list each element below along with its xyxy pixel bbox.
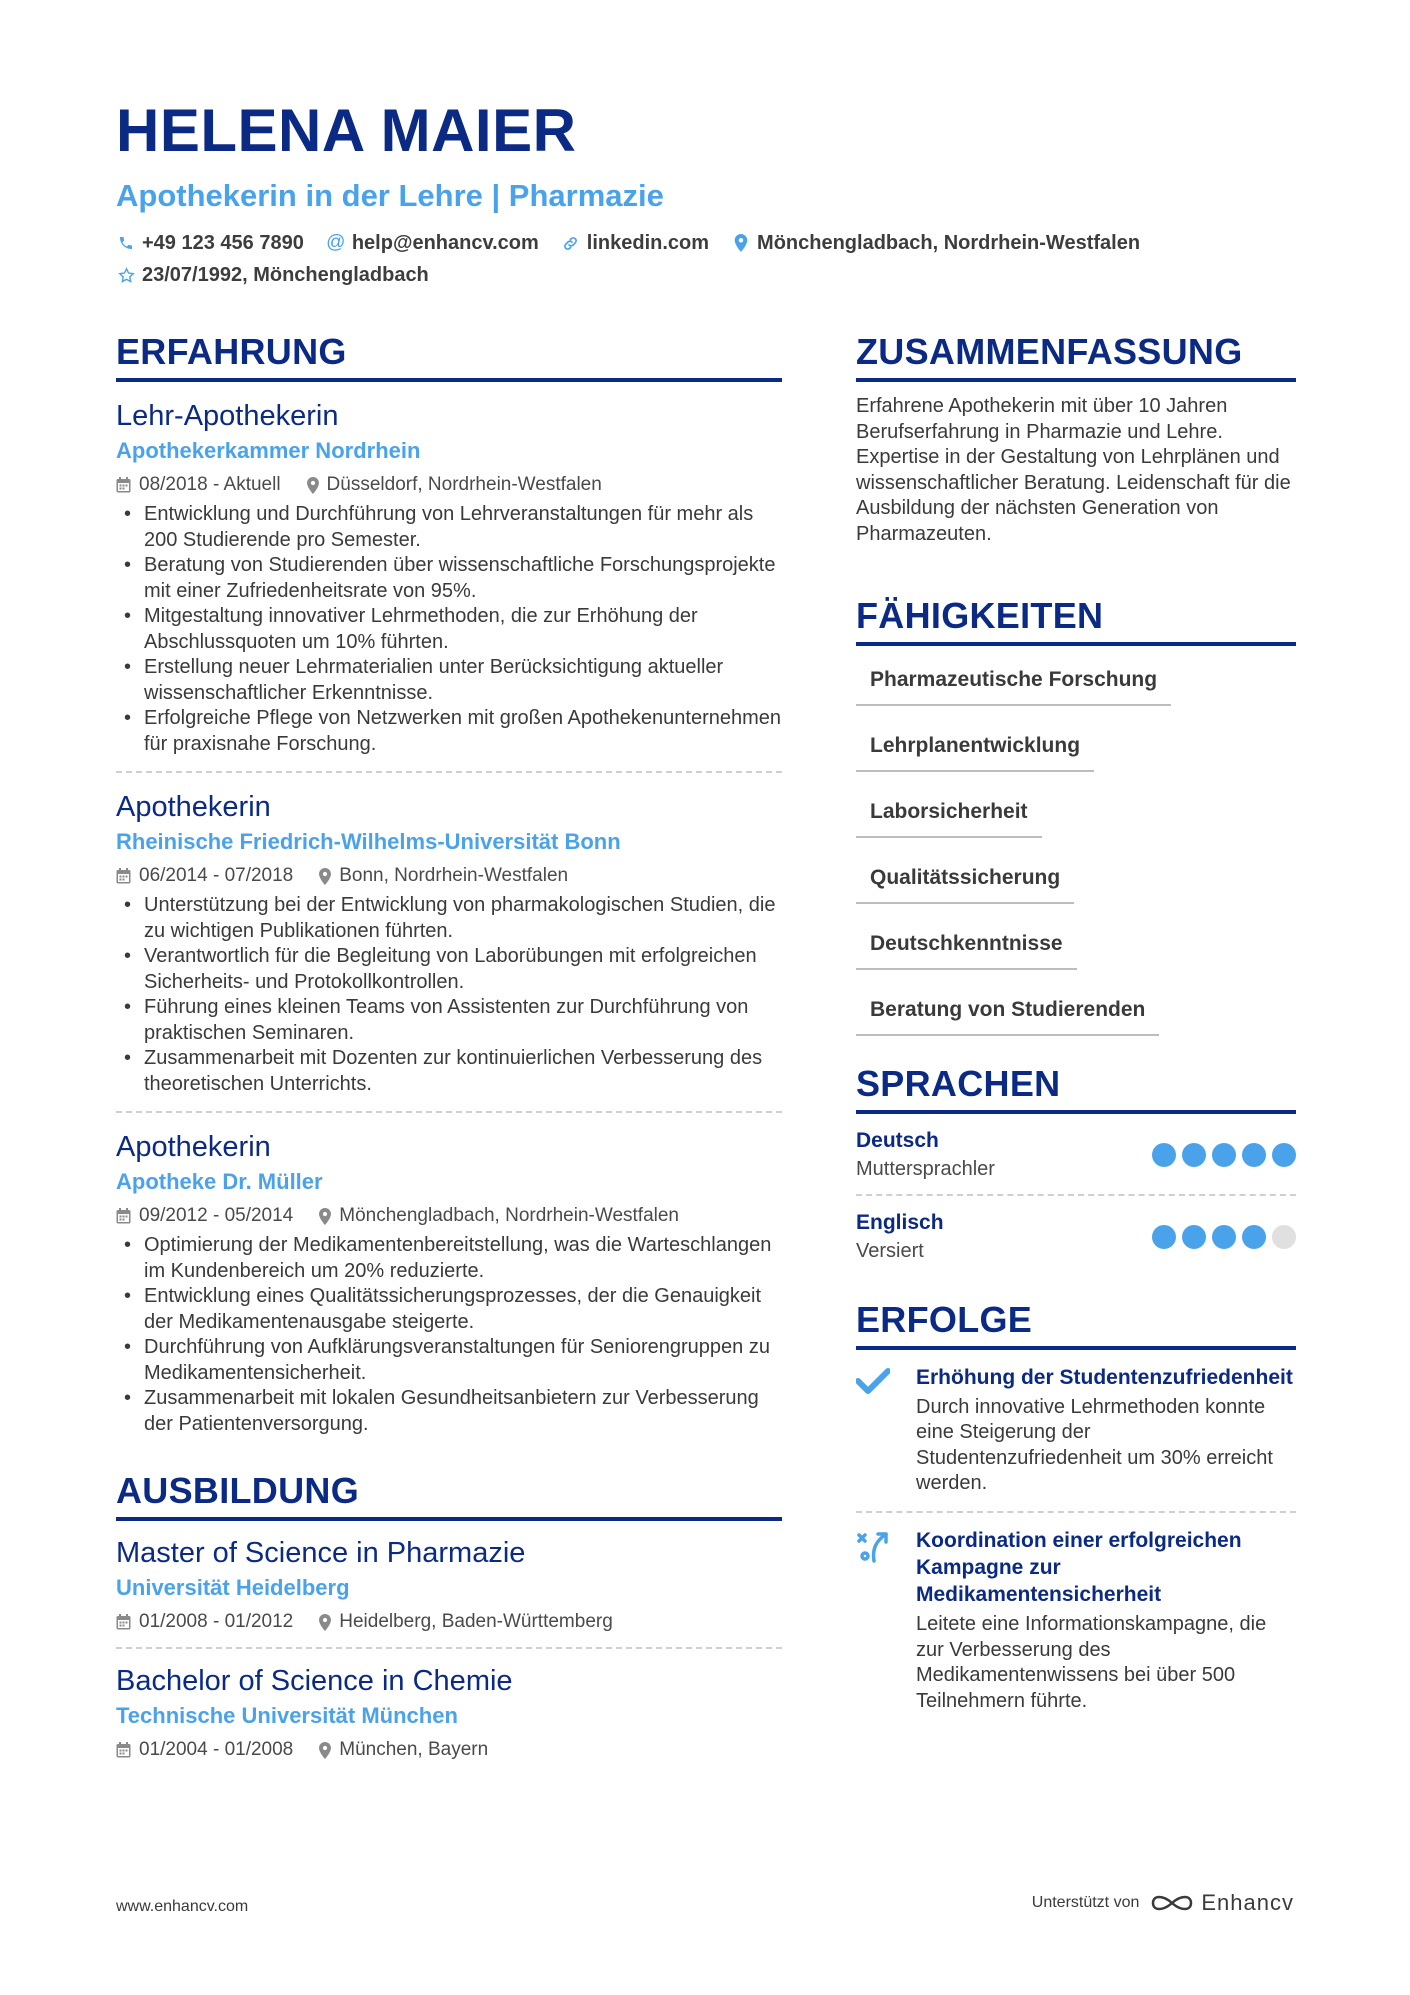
bullet-item: • Führung eines kleinen Teams von Assistenten zur Durchführung von praktischen Seminaren. (116, 995, 782, 1046)
languages-heading: SPRACHEN (856, 1062, 1296, 1114)
experience-entry (116, 382, 782, 771)
contact-email-text: help@enhancv.com (351, 232, 539, 254)
rating-dot-filled (1212, 1143, 1236, 1167)
entry-location (319, 1737, 488, 1763)
entry-location-text: Bonn, Nordrhein-Westfalen (339, 865, 569, 886)
achievement-description: Durch innovative Lehrmethoden konnte eine Steigerung der Studentenzufriedenheit um 30% erreicht werden. (916, 1395, 1273, 1495)
enhancv-logo-icon (1149, 1890, 1195, 1916)
languages-section (856, 1062, 1296, 1276)
experience-entry (116, 1111, 782, 1451)
skill-tag: Beratung von Studierenden (856, 990, 1159, 1036)
education-heading: AUSBILDUNG (116, 1469, 782, 1521)
achievements-heading: ERFOLGE (856, 1298, 1296, 1350)
contact-phone[interactable] (116, 230, 304, 256)
education-entry (116, 1647, 782, 1775)
company-name: Apotheke Dr. Müller (116, 1169, 323, 1194)
education-section (116, 1469, 782, 1775)
footer-website[interactable]: www.enhancv.com (116, 1898, 249, 1915)
entry-dates-text: 09/2012 - 05/2014 (139, 1205, 294, 1226)
calendar-icon (116, 1742, 131, 1758)
achievements-section (856, 1298, 1296, 1729)
achievement-bullets (116, 1233, 782, 1437)
experience-section (116, 330, 782, 1451)
degree-title: Bachelor of Science in Chemie (116, 1665, 513, 1697)
entry-location (319, 863, 568, 889)
rating-dot-filled (1242, 1225, 1266, 1249)
bullet-item: • Entwicklung und Durchführung von Lehrveranstaltungen für mehr als 200 Studierende pro Semester. (116, 502, 782, 553)
experience-entry (116, 771, 782, 1111)
summary-section (856, 330, 1296, 548)
experience-heading: ERFAHRUNG (116, 330, 782, 382)
job-title: Lehr-Apothekerin (116, 400, 339, 432)
bullet-item: • Entwicklung eines Qualitätssicherungsprozesses, der die Genauigkeit der Medikamentenausgabe steigerte. (116, 1284, 782, 1335)
skills-section (856, 594, 1296, 1036)
strategy-icon (856, 1527, 916, 1714)
entry-location-text: München, Bayern (339, 1739, 489, 1760)
entry-meta (116, 1203, 782, 1229)
skill-tag: Qualitätssicherung (856, 858, 1074, 904)
rating-dot-filled (1272, 1143, 1296, 1167)
contact-list (116, 230, 1296, 288)
skills-heading: FÄHIGKEITEN (856, 594, 1296, 646)
entry-meta (116, 1737, 782, 1763)
entry-location (319, 1609, 613, 1635)
contact-linkedin[interactable] (561, 230, 709, 256)
at-icon: @ (326, 232, 346, 253)
powered-by-text: Unterstützt von (1031, 1894, 1140, 1911)
bullet-item: • Zusammenarbeit mit lokalen Gesundheitsanbietern zur Verbesserung der Patientenversorgung. (116, 1386, 782, 1437)
footer-branding (1032, 1890, 1294, 1916)
school-name: Universität Heidelberg (116, 1575, 350, 1600)
company-name: Apothekerkammer Nordrhein (116, 438, 421, 463)
rating-dot-filled (1182, 1143, 1206, 1167)
bullet-item: • Verantwortlich für die Begleitung von Laborübungen mit erfolgreichen Sicherheits- und Protokollkontrollen. (116, 944, 782, 995)
language-item (856, 1114, 1296, 1194)
bullet-item: • Erstellung neuer Lehrmaterialien unter Berücksichtigung aktueller wissenschaftlicher Erkenntnisse. (116, 655, 782, 706)
bullet-item: • Beratung von Studierenden über wissenschaftliche Forschungsprojekte mit einer Zufriedenheitsrate von 95%. (116, 553, 782, 604)
contact-birth-text: 23/07/1992, Mönchengladbach (142, 264, 429, 286)
school-name: Technische Universität München (116, 1703, 458, 1728)
achievement-item (856, 1511, 1296, 1728)
left-column (116, 330, 782, 1775)
contact-birth (116, 262, 429, 288)
company-name: Rheinische Friedrich-Wilhelms-Universität Bonn (116, 829, 621, 854)
bullet-item: • Unterstützung bei der Entwicklung von pharmakologischen Studien, die zu wichtigen Publikationen führten. (116, 893, 782, 944)
achievement-title: Erhöhung der Studentenzufriedenheit (916, 1365, 1293, 1389)
calendar-icon (116, 1614, 131, 1630)
location-pin-icon (731, 233, 751, 253)
language-name: Deutsch (856, 1128, 939, 1152)
entry-meta (116, 1609, 782, 1635)
calendar-icon (116, 477, 131, 493)
language-level: Versiert (856, 1239, 924, 1262)
achievement-title: Koordination einer erfolgreichen Kampagne zur Medikamentensicherheit (916, 1528, 1242, 1606)
skill-tag: Deutschkenntnisse (856, 924, 1077, 970)
entry-location-text: Düsseldorf, Nordrhein-Westfalen (326, 474, 602, 495)
entry-location-text: Heidelberg, Baden-Württemberg (339, 1611, 613, 1632)
rating-dot-empty (1272, 1225, 1296, 1249)
job-title: Apothekerin (116, 1131, 271, 1163)
entry-dates (116, 1609, 293, 1635)
language-name: Englisch (856, 1210, 944, 1234)
entry-meta (116, 472, 782, 498)
entry-location-text: Mönchengladbach, Nordrhein-Westfalen (339, 1205, 679, 1226)
contact-location-text: Mönchengladbach, Nordrhein-Westfalen (757, 232, 1141, 254)
rating-dot-filled (1182, 1225, 1206, 1249)
entry-dates (116, 472, 281, 498)
rating-dot-filled (1242, 1143, 1266, 1167)
resume-header (116, 96, 1296, 288)
achievement-bullets (116, 502, 782, 757)
skills-list (856, 660, 1296, 1036)
location-pin-icon (319, 1208, 331, 1225)
achievement-item (856, 1350, 1296, 1511)
rating-dot-filled (1152, 1143, 1176, 1167)
location-pin-icon (319, 868, 331, 885)
bullet-item: • Mitgestaltung innovativer Lehrmethoden, die zur Erhöhung der Abschlussquoten um 10% führten. (116, 604, 782, 655)
location-pin-icon (307, 477, 319, 494)
language-rating (1152, 1143, 1296, 1167)
rating-dot-filled (1212, 1225, 1236, 1249)
contact-phone-text: +49 123 456 7890 (142, 232, 304, 254)
degree-title: Master of Science in Pharmazie (116, 1537, 526, 1569)
education-entry (116, 1521, 782, 1647)
brand-name: Enhancv (1201, 1890, 1294, 1915)
contact-linkedin-text: linkedin.com (586, 232, 710, 254)
entry-dates-text: 08/2018 - Aktuell (139, 474, 281, 495)
entry-meta (116, 863, 782, 889)
rating-dot-filled (1152, 1225, 1176, 1249)
check-icon (856, 1364, 916, 1497)
skill-tag: Pharmazeutische Forschung (856, 660, 1171, 706)
bullet-item: • Durchführung von Aufklärungsveranstaltungen für Seniorengruppen zu Medikamentensicherheit. (116, 1335, 782, 1386)
location-pin-icon (319, 1614, 331, 1631)
bullet-item: • Zusammenarbeit mit Dozenten zur kontinuierlichen Verbesserung des theoretischen Unterrichts. (116, 1046, 782, 1097)
entry-dates (116, 1203, 293, 1229)
candidate-name: HELENA MAIER (116, 97, 577, 164)
achievement-description: Leitete eine Informationskampagne, die zur Verbesserung des Medikamentenwissens bei über 500 Teilnehmern führte. (916, 1612, 1267, 1712)
entry-location (319, 1203, 679, 1229)
location-pin-icon (319, 1742, 331, 1759)
achievement-bullets (116, 893, 782, 1097)
language-rating (1152, 1225, 1296, 1249)
entry-dates (116, 1737, 293, 1763)
bullet-item: • Erfolgreiche Pflege von Netzwerken mit großen Apothekenunternehmen für praxisnahe Forschung. (116, 706, 782, 757)
entry-dates (116, 863, 293, 889)
star-icon (116, 265, 136, 285)
summary-text: Erfahrene Apothekerin mit über 10 Jahren Berufserfahrung in Pharmazie und Lehre. Expertise in der Gestaltung von Lehrplänen und wissenschaftlicher Beratung. Leidenschaft für die Ausbildung der nächsten Generation von Pharmazeuten. (856, 395, 1291, 545)
entry-dates-text: 01/2004 - 01/2008 (139, 1739, 294, 1760)
right-column (856, 330, 1296, 1728)
entry-dates-text: 06/2014 - 07/2018 (139, 865, 294, 886)
bullet-item: • Optimierung der Medikamentenbereitstellung, was die Warteschlangen im Kundenbereich um 20% reduzierte. (116, 1233, 782, 1284)
skill-tag: Lehrplanentwicklung (856, 726, 1094, 772)
job-title: Apothekerin (116, 791, 271, 823)
skill-tag: Laborsicherheit (856, 792, 1042, 838)
calendar-icon (116, 1208, 131, 1224)
contact-location (731, 230, 1140, 256)
summary-heading: ZUSAMMENFASSUNG (856, 330, 1296, 382)
candidate-title: Apothekerin in der Lehre | Pharmazie (116, 178, 664, 213)
language-level: Muttersprachler (856, 1157, 995, 1180)
language-item (856, 1194, 1296, 1276)
link-icon (561, 233, 581, 253)
entry-location (307, 472, 602, 498)
entry-dates-text: 01/2008 - 01/2012 (139, 1611, 294, 1632)
phone-icon (116, 233, 136, 253)
contact-email[interactable] (326, 230, 539, 256)
calendar-icon (116, 868, 131, 884)
